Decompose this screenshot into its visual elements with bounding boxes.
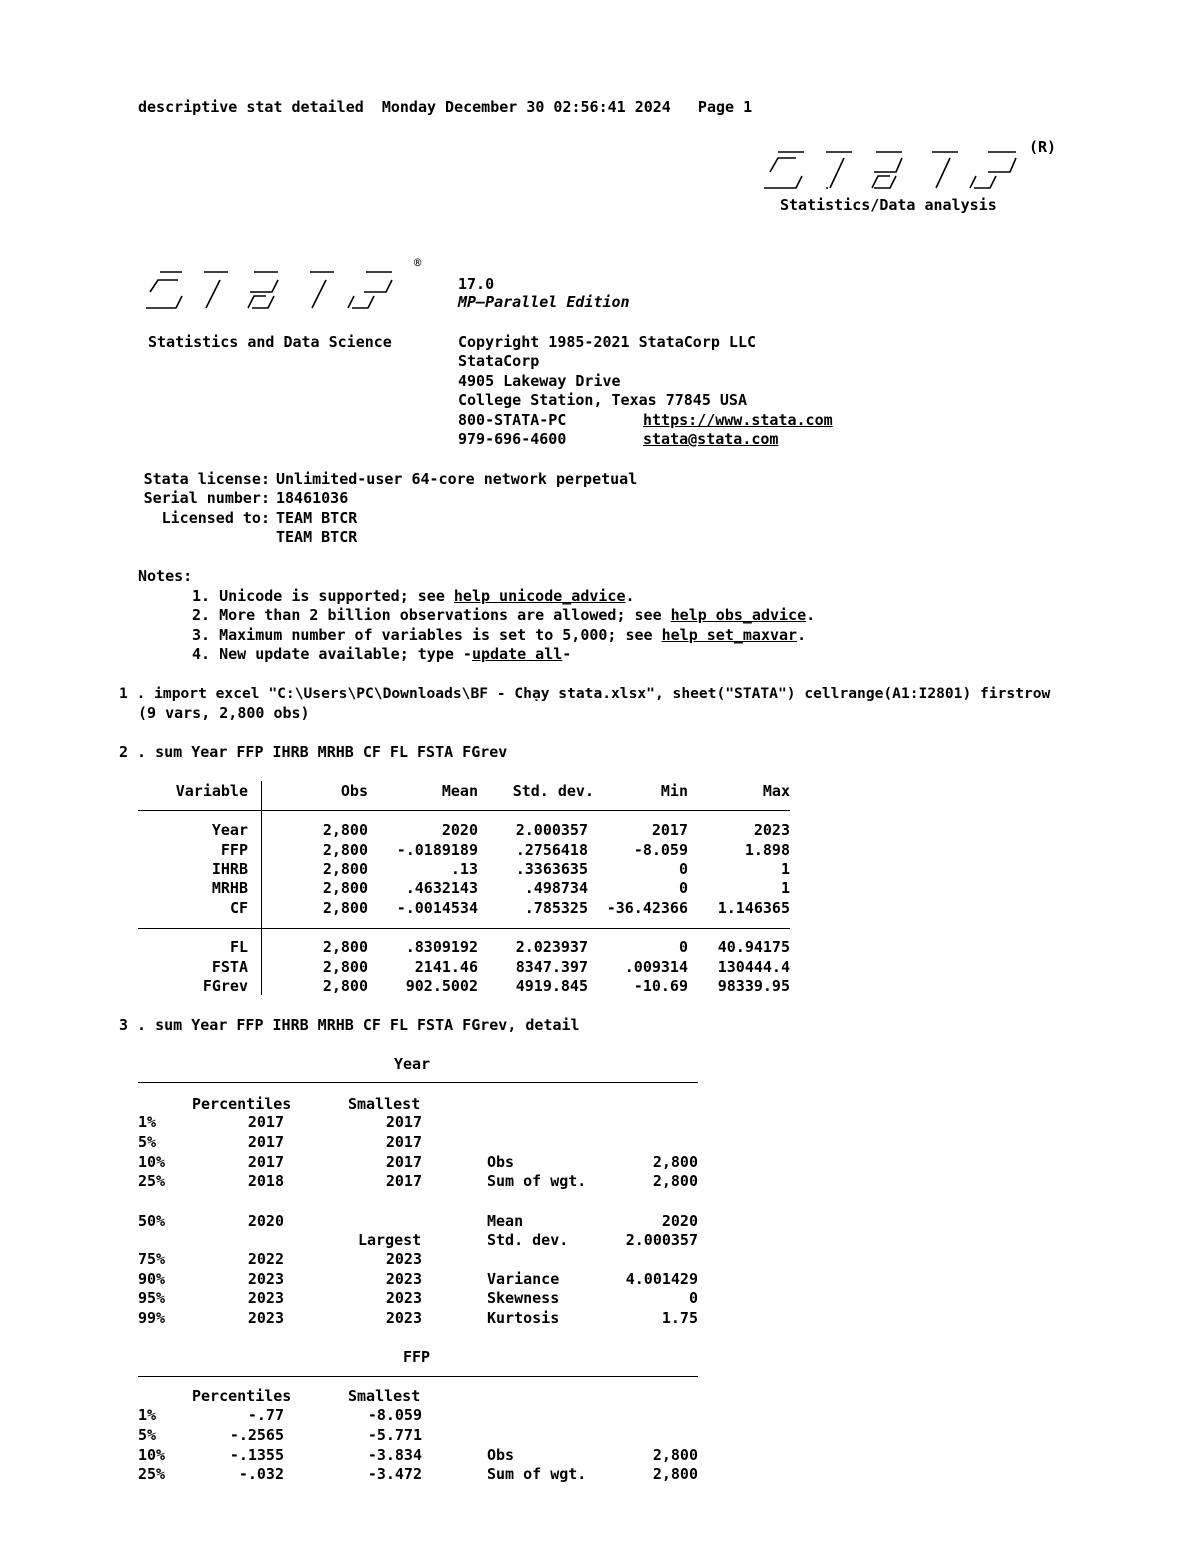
note-2	[192, 606, 815, 625]
notes-heading: Notes:	[138, 567, 193, 585]
ffp-pct-value: -.1355	[229, 1446, 284, 1464]
year-extreme-value: 2023	[385, 1270, 422, 1288]
year-extreme-value: 2017	[385, 1133, 422, 1151]
note-4	[192, 645, 571, 664]
year-stat-label: Sum of wgt.	[487, 1172, 587, 1190]
year-pct-value: 2018	[247, 1172, 284, 1190]
ffp-pct-label: 5%	[138, 1426, 157, 1444]
update-all-link[interactable]: update all	[471, 645, 563, 663]
year-stat-value: 2020	[661, 1212, 698, 1230]
summary-cell-std-dev: 2.000357	[515, 821, 588, 839]
col-max: Max	[762, 782, 790, 800]
address-line-2: College Station, Texas 77845 USA	[458, 391, 747, 409]
stata-email-link[interactable]: stata@stata.com	[643, 430, 779, 448]
ffp-extreme-value: -3.834	[367, 1446, 422, 1464]
banner-registered: ®	[414, 256, 422, 270]
help-unicode-link[interactable]: help unicode_advice	[453, 587, 626, 605]
year-pct-value: 2023	[247, 1270, 284, 1288]
summary-cell-obs: 2,800	[322, 841, 368, 859]
serial-value: 18461036	[276, 489, 349, 507]
ffp-pct-label: 1%	[138, 1406, 157, 1424]
summary-cell-variable: FGrev	[202, 977, 248, 995]
summary-cell-min: 0	[678, 879, 688, 897]
summary-cell-variable: FSTA	[211, 958, 248, 976]
summary-header-rule	[138, 810, 790, 811]
summary-cell-min: -36.42366	[606, 899, 688, 917]
phone-1: 800-STATA-PC	[458, 411, 567, 429]
ffp-stat-label: Sum of wgt.	[487, 1465, 587, 1483]
ffp-stat-value: 2,800	[652, 1465, 698, 1483]
summary-cell-mean: .8309192	[405, 938, 478, 956]
year-stat-label: Std. dev.	[487, 1231, 569, 1249]
note-3	[192, 626, 806, 645]
col-mean: Mean	[441, 782, 478, 800]
command-import: 1 . import excel "C:\Users\PC\Downloads\BF - Chạy stata.xlsx", sheet("STATA") cellrange(A1:I2801) firstrow	[119, 685, 1051, 702]
detail-year-largest: Largest	[358, 1231, 422, 1249]
note-1-end: .	[625, 587, 635, 605]
report-title: descriptive stat detailed	[138, 98, 364, 116]
summary-cell-max: 98339.95	[717, 977, 790, 995]
ffp-extreme-value: -8.059	[367, 1406, 422, 1424]
year-pct-value: 2017	[247, 1133, 284, 1151]
year-stat-value: 4.001429	[625, 1270, 698, 1288]
summary-cell-std-dev: .3363635	[515, 860, 588, 878]
help-maxvar-link[interactable]: help set_maxvar	[661, 626, 798, 644]
col-obs: Obs	[340, 782, 368, 800]
year-pct-value: 2022	[247, 1250, 284, 1268]
stata-website-link[interactable]: https://www.stata.com	[643, 411, 833, 429]
summary-cell-max: 1	[780, 879, 790, 897]
ffp-pct-label: 25%	[138, 1465, 166, 1483]
year-extreme-value: 2023	[385, 1309, 422, 1327]
page-number: Page 1	[697, 98, 753, 116]
summary-cell-min: -10.69	[633, 977, 688, 995]
ffp-stat-value: 2,800	[652, 1446, 698, 1464]
phone-2: 979-696-4600	[458, 430, 567, 448]
detail-year-smallest: Smallest	[348, 1095, 421, 1113]
year-pct-label: 95%	[138, 1289, 166, 1307]
year-pct-label: 1%	[138, 1113, 157, 1131]
year-extreme-value: 2023	[385, 1250, 422, 1268]
licensed-to-value-2: TEAM BTCR	[276, 528, 358, 546]
year-pct-label: 5%	[138, 1133, 157, 1151]
license-value: Unlimited-user 64-core network perpetual	[276, 470, 638, 488]
summary-cell-variable: Year	[211, 821, 248, 839]
summary-cell-std-dev: 2.023937	[515, 938, 588, 956]
command-import-result: (9 vars, 2,800 obs)	[138, 704, 310, 722]
summary-cell-obs: 2,800	[322, 938, 368, 956]
report-date: Monday December 30 02:56:41 2024	[381, 98, 671, 116]
year-pct-label: 99%	[138, 1309, 166, 1327]
summary-divider	[261, 781, 262, 995]
year-extreme-value: 2023	[385, 1289, 422, 1307]
year-pct-value: 2023	[247, 1309, 284, 1327]
stata-logo-top-icon	[756, 138, 1046, 196]
summary-cell-min: -8.059	[633, 841, 688, 859]
year-pct-value: 2020	[247, 1212, 284, 1230]
summary-cell-std-dev: 8347.397	[515, 958, 588, 976]
year-extreme-value: 2017	[385, 1153, 422, 1171]
year-stat-label: Variance	[487, 1270, 560, 1288]
summary-cell-mean: 902.5002	[405, 977, 478, 995]
note-2-text: 2. More than 2 billion observations are allowed; see	[192, 606, 671, 624]
year-extreme-value: 2017	[385, 1113, 422, 1131]
copyright: Copyright 1985-2021 StataCorp LLC	[458, 333, 757, 351]
col-std-dev: Std. dev.	[512, 782, 594, 800]
detail-ffp-smallest: Smallest	[348, 1387, 421, 1405]
year-stat-label: Skewness	[487, 1289, 560, 1307]
detail-year-title: Year	[394, 1055, 431, 1073]
year-stat-value: 2.000357	[625, 1231, 698, 1249]
summary-cell-min: 2017	[651, 821, 688, 839]
help-obs-link[interactable]: help obs_advice	[670, 606, 807, 624]
year-stat-value: 2,800	[652, 1153, 698, 1171]
year-pct-label: 90%	[138, 1270, 166, 1288]
detail-year-rule	[138, 1082, 698, 1083]
summary-cell-max: 130444.4	[717, 958, 790, 976]
note-3-end: .	[797, 626, 807, 644]
stata-version: 17.0	[458, 275, 495, 293]
company: StataCorp	[458, 352, 540, 370]
summary-cell-max: 40.94175	[717, 938, 790, 956]
detail-ffp-title: FFP	[403, 1348, 431, 1366]
summary-cell-mean: .13	[450, 860, 478, 878]
ffp-pct-label: 10%	[138, 1446, 166, 1464]
year-pct-label: 25%	[138, 1172, 166, 1190]
detail-ffp-percentiles: Percentiles	[192, 1387, 292, 1405]
year-pct-value: 2017	[247, 1113, 284, 1131]
detail-ffp-rule	[138, 1376, 698, 1377]
year-stat-value: 1.75	[661, 1309, 698, 1327]
summary-cell-min: .009314	[624, 958, 688, 976]
summary-cell-std-dev: 4919.845	[515, 977, 588, 995]
note-4-text: 4. New update available; type -	[192, 645, 472, 663]
licensed-to-value: TEAM BTCR	[276, 509, 358, 527]
year-pct-label: 10%	[138, 1153, 166, 1171]
summary-cell-obs: 2,800	[322, 977, 368, 995]
note-1	[192, 587, 635, 606]
note-2-end: .	[806, 606, 816, 624]
summary-cell-mean: 2141.46	[414, 958, 478, 976]
note-3-text: 3. Maximum number of variables is set to 5,000; see	[192, 626, 662, 644]
year-pct-value: 2017	[247, 1153, 284, 1171]
summary-cell-variable: FL	[229, 938, 248, 956]
summary-cell-mean: 2020	[441, 821, 478, 839]
license-label: Stata license:	[143, 470, 270, 488]
year-stat-value: 2,800	[652, 1172, 698, 1190]
year-pct-label: 75%	[138, 1250, 166, 1268]
note-1-text: 1. Unicode is supported; see	[192, 587, 454, 605]
report-header	[138, 98, 752, 117]
stata-edition: MP—Parallel Edition	[458, 293, 630, 311]
summary-cell-variable: CF	[229, 899, 248, 917]
summary-cell-variable: MRHB	[211, 879, 248, 897]
summary-cell-min: 0	[678, 938, 688, 956]
command-sum-detail: 3 . sum Year FFP IHRB MRHB CF FL FSTA FGrev, detail	[119, 1016, 580, 1034]
summary-cell-obs: 2,800	[322, 860, 368, 878]
summary-cell-max: 1.146365	[717, 899, 790, 917]
summary-cell-max: 2023	[753, 821, 790, 839]
year-pct-value: 2023	[247, 1289, 284, 1307]
stata-logo-banner-icon	[142, 262, 412, 314]
summary-cell-obs: 2,800	[322, 899, 368, 917]
summary-cell-variable: IHRB	[211, 860, 248, 878]
year-extreme-value: 2017	[385, 1172, 422, 1190]
summary-cell-obs: 2,800	[322, 879, 368, 897]
summary-cell-min: 0	[678, 860, 688, 878]
summary-cell-std-dev: .785325	[524, 899, 588, 917]
year-stat-label: Mean	[487, 1212, 524, 1230]
year-stat-label: Obs	[487, 1153, 515, 1171]
note-4-end: -	[562, 645, 572, 663]
summary-cell-obs: 2,800	[322, 958, 368, 976]
summary-cell-std-dev: .2756418	[515, 841, 588, 859]
summary-cell-obs: 2,800	[322, 821, 368, 839]
year-pct-label: 50%	[138, 1212, 166, 1230]
year-stat-value: 0	[688, 1289, 698, 1307]
year-stat-label: Kurtosis	[487, 1309, 560, 1327]
summary-group-rule	[138, 928, 790, 929]
address-line-1: 4905 Lakeway Drive	[458, 372, 621, 390]
detail-year-percentiles: Percentiles	[192, 1095, 292, 1113]
ffp-pct-value: -.032	[238, 1465, 284, 1483]
top-logo-registered: (R)	[1029, 138, 1057, 156]
summary-cell-variable: FFP	[220, 841, 248, 859]
command-sum: 2 . sum Year FFP IHRB MRHB CF FL FSTA FGrev	[119, 743, 508, 761]
summary-cell-mean: -.0189189	[396, 841, 478, 859]
serial-label: Serial number:	[143, 489, 270, 507]
ffp-pct-value: -.2565	[229, 1426, 284, 1444]
summary-cell-std-dev: .498734	[524, 879, 588, 897]
ffp-pct-value: -.77	[247, 1406, 284, 1424]
ffp-extreme-value: -3.472	[367, 1465, 422, 1483]
summary-cell-max: 1	[780, 860, 790, 878]
col-variable: Variable	[175, 782, 248, 800]
top-logo-caption: Statistics/Data analysis	[780, 196, 997, 214]
summary-cell-mean: -.0014534	[396, 899, 478, 917]
licensed-to-label: Licensed to:	[161, 509, 270, 527]
ffp-extreme-value: -5.771	[367, 1426, 422, 1444]
summary-cell-mean: .4632143	[405, 879, 478, 897]
banner-tagline: Statistics and Data Science	[148, 333, 392, 351]
col-min: Min	[660, 782, 688, 800]
summary-cell-max: 1.898	[744, 841, 790, 859]
ffp-stat-label: Obs	[487, 1446, 515, 1464]
